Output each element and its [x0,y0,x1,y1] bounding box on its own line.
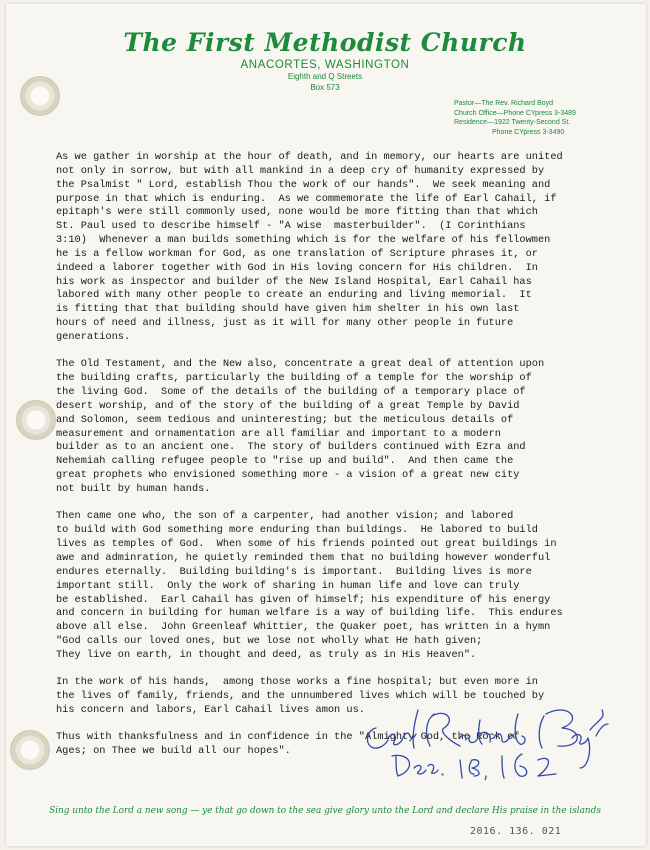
body-line: is fitting that that building should have given him shelter in his own last [56,303,520,316]
contact-block [454,99,576,137]
letter-body [56,151,636,773]
church-box: Box 573 [310,83,340,92]
body-line: the building crafts, particularly the building of a temple for the worship of [56,372,532,385]
punch-hole [10,730,50,770]
body-line: not built by human hands. [56,483,211,495]
footer-motto: Sing unto the Lord a new song — ye that go down to the sea give glory unto the Lord and declare His praise in the islands [49,806,601,816]
body-line: important still. Only the work of sharing in human life and love can truly [56,579,520,592]
body-line: awe and adminration, he quietly reminded them that no building however wonderful [56,551,551,564]
body-line: Nehemiah calling refugee people to "rise up and build". And then came the [56,455,514,468]
body-line: Ages; on Thee we build all our hopes". [56,745,291,758]
body-line: As we gather in worship at the hour of death, and in memory, our hearts are united [56,151,563,163]
catalog-number: 2016. 136. 021 [470,826,562,837]
body-line: the living God. Some of the details of the building of a temporary place of [56,386,526,399]
body-line: lives as temples of God. When some of his friends pointed out great buildings in [56,538,557,551]
body-line: and Solomon, seem tedious and uninteresting; but the meticulous details of [56,413,514,426]
contact-line: Phone CYpress 3-3490 [492,128,565,136]
body-line: labored with many other people to create an enduring and living memorial. It [56,289,532,302]
contact-line: Church Office—Phone CYpress 3-3489 [454,109,576,117]
signature-drawing [362,690,612,780]
body-line: measurement and ornamentation are all familiar and important to a modern [56,427,501,440]
body-paragraph [56,151,636,345]
punch-hole [16,400,56,440]
body-line: generations. [56,330,131,343]
body-line: desert worship, and of the story of the building of a great Temple by David [56,399,520,412]
body-line: "God calls our loved ones, but we lose not wholly what He hath given; [56,635,483,648]
body-line: the Psalmist " Lord, establish Thou the work of our hands". We seek meaning and [56,178,551,191]
body-paragraph [56,358,636,496]
church-city: ANACORTES, WASHINGTON [240,59,410,71]
body-line: he is a fellow workman for God, as one translation of Scripture phrases it, or [56,247,538,260]
body-line: In the work of his hands, among those works a fine hospital; but even more in [56,676,538,689]
body-line: St. Paul used to describe himself - "A wise masterbuilder". (I Corinthians [56,220,526,233]
contact-line: Residence—1922 Twenty-Second St. [454,119,571,127]
signature [362,690,612,780]
letterhead [0,28,650,93]
body-line: to build with God something more enduring than buildings. He labored to build [56,524,538,537]
contact-line: Pastor—The Rev. Richard Boyd [454,100,554,107]
body-line: his concern and labors, Earl Cahail lives amon us. [56,704,365,716]
body-line: builder as to an ancient one. The story of builders continued with Ezra and [56,441,526,454]
body-line: Thus with thanksfulness and in confidence in the "Almighty God, the Rock of [56,731,520,744]
body-line: epitaph's were still commonly used, none would be more fitting than that which [56,206,538,219]
body-line: 3:10) Whenever a man builds something which is for the welfare of his fellowmen [56,234,551,247]
body-line: his work as inspector and builder of the New Island Hospital, Earl Cahail has [56,275,532,288]
body-line: above all else. John Greenleaf Whittier, the Quaker poet, has written in a hymn [56,621,551,634]
body-line: They live on earth, in thought and deed, as truly as in His Heaven". [56,648,477,661]
body-line: Then came one who, the son of a carpenter, had another vision; and labored [56,510,514,523]
body-line: and concern in building for human welfare is a way of building life. This endures [56,607,563,620]
body-line: purpose in that which is enduring. As we commemorate the life of Earl Cahail, if [56,192,557,205]
body-line: indeed a laborer together with God in His loving concern for His children. In [56,261,538,274]
church-name: The First Methodist Church [123,28,527,57]
body-line: be established. Earl Cahail has given of himself; his expenditure of his energy [56,593,551,606]
body-paragraph [56,510,636,662]
body-line: the lives of family, friends, and the unnumbered lives which will be touched by [56,690,545,703]
body-line: great prophets who envisioned something more - a vision of a great new city [56,469,520,482]
body-line: hours of need and illness, just as it will for many other people in future [56,317,514,330]
body-line: not only in sorrow, but with all mankind in a deep cry of humanity expressed by [56,164,545,177]
body-line: endures eternally. Building building's is important. Building lives is more [56,565,532,578]
church-street: Eighth and Q Streets [287,72,363,81]
watermark [0,0,1,1]
body-line: The Old Testament, and the New also, concentrate a great deal of attention upon [56,358,545,371]
